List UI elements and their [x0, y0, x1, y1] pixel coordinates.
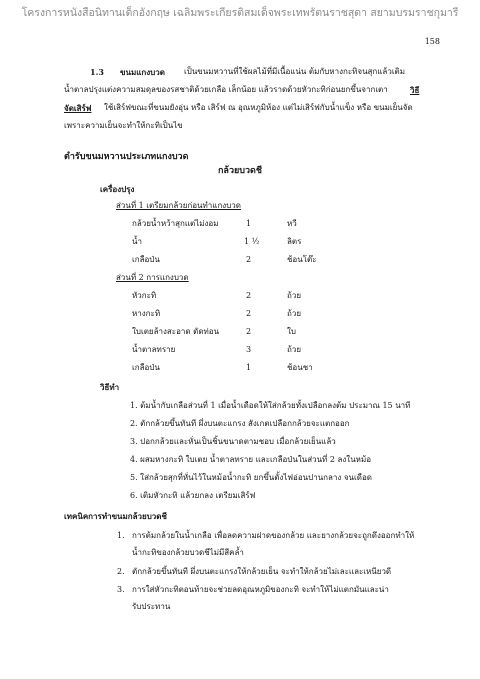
ingredient-name: กล้วยน้ำหว้าสุกแต่ไม่งอม — [132, 219, 219, 228]
method-step: 4. ผสมหางกะทิ ใบเตย น้ำตาลทราย และเกลือป่นในส่วนที่ 2 ลงในหม้อ — [130, 455, 372, 464]
ingredient-qty: 1 ½ — [244, 237, 260, 246]
ingredient-unit: หวี — [287, 219, 297, 228]
ingredient-name: น้ำ — [132, 237, 142, 246]
ingredient-unit: ช้อนโต๊ะ — [287, 255, 317, 264]
method-step: 3. ปอกกล้วยและหั่นเป็นชิ้นขนาดตามชอบ เมื่อกล้วยเย็นแล้ว — [130, 437, 336, 446]
ingredients-label: เครื่องปรุง — [100, 184, 135, 194]
method-step: 5. ใส่กล้วยสุกที่หั่นไว้ในหม้อน้ำกะทิ ยกขึ้นตั้งไฟอ่อนปานกลาง จนเดือด — [130, 473, 372, 482]
ingredient-qty: 2 — [246, 291, 252, 300]
recipe-title: กล้วยบวดชี — [217, 166, 262, 176]
ingredient-unit: ถ้วย — [287, 291, 302, 300]
ingredient-name: เกลือป่น — [132, 363, 160, 372]
tip-line: ตักกล้วยขึ้นทันที ผึ่งบนตะแกรงให้กล้วยเย็น จะทำให้กล้วยไม่เละและเหนียวดี — [132, 567, 392, 576]
ingredient-qty: 3 — [246, 345, 252, 354]
page-header: โครงการหนังสือนิทานเด็กอังกฤษ เฉลิมพระเกียรติสมเด็จพระเทพรัตนราชสุดา สยามบรมราชกุมารี — [21, 7, 459, 19]
intro-line-1: เป็นขนมหวานที่ใช้ผลไม้ที่มีเนื้อแน่น ต้มกับหางกะทิจนสุกแล้วเติม — [184, 67, 406, 76]
ingredient-name: เกลือป่น — [132, 255, 160, 264]
section-number: 1.3 — [90, 67, 104, 77]
ingredient-qty: 1 — [246, 219, 252, 228]
tip-number: 3. — [117, 585, 125, 594]
intro-serving-label: วิธี — [410, 85, 420, 95]
tip-line: รับประทาน — [132, 602, 171, 611]
intro-line-2: น้ำตาลปรุงแต่งความสมดุลของรสชาติด้วยเกลือ เล็กน้อย แล้วราดด้วยหัวกะทิก่อนยกขึ้นจากเตา — [64, 85, 388, 94]
ingredient-unit: ถ้วย — [287, 309, 302, 318]
tip-line: การต้มกล้วยในน้ำเกลือ เพื่อลดความฝาดของกล้วย และยางกล้วยจะถูกดึงออกทำให้ — [132, 531, 415, 540]
page-number: 158 — [424, 37, 440, 46]
method-label: วิธีทำ — [100, 382, 120, 392]
ingredient-unit: ถ้วย — [287, 345, 302, 354]
ingredient-unit: ช้อนชา — [287, 363, 313, 372]
tip-line: น้ำกะทิของกล้วยบวดชีไม่มีสีคล้ำ — [132, 548, 244, 557]
ingredient-unit: ลิตร — [287, 237, 302, 246]
method-step: 6. เติมหัวกะทิ แล้วยกลง เตรียมเสิร์ฟ — [130, 491, 256, 500]
ingredient-qty: 2 — [246, 255, 252, 264]
ingredient-name: หัวกะทิ — [132, 291, 157, 300]
intro-serving-label-cont: จัดเสิร์ฟ — [64, 103, 92, 113]
method-step: 2. ตักกล้วยขึ้นทันที ผึ่งบนตะแกรง สังเกตเปลือกกล้วยจะแตกออก — [130, 419, 350, 428]
ingredient-name: หางกะทิ — [132, 309, 161, 318]
tip-number: 1. — [117, 531, 125, 540]
intro-line-3: ใช้เสิร์ฟขณะที่ขนมยังอุ่น หรือ เสิร์ฟ ณ อุณหภูมิห้อง แต่ไม่เสิร์ฟกับน้ำแข็ง หรือ ขนมเย็นจัด — [104, 103, 413, 112]
part2-label: ส่วนที่ 2 การแกงบวด — [116, 273, 189, 282]
section-title: ขนมแกงบวด — [120, 67, 165, 77]
tip-line: การใส่หัวกะทิตอนท้ายจะช่วยลดอุณหภูมิของกะทิ จะทำให้ไม่แตกมันและน่า — [132, 585, 389, 594]
ingredient-name: น้ำตาลทราย — [132, 345, 176, 354]
recipe-heading: ตำรับขนมหวานประเภทแกงบวด — [64, 152, 189, 162]
method-step: 1. ต้มน้ำกับเกลือส่วนที่ 1 เมื่อน้ำเดือดให้ใส่กล้วยทั้งเปลือกลงต้ม ประมาณ 15 นาที — [130, 401, 411, 410]
ingredient-unit: ใบ — [287, 327, 296, 336]
intro-line-4: เพราะความเย็นจะทำให้กะทิเป็นไข — [64, 121, 183, 130]
ingredient-name: ใบเตยล้างสะอาด ตัดท่อน — [132, 327, 220, 336]
ingredient-qty: 2 — [246, 309, 252, 318]
ingredient-qty: 1 — [246, 363, 252, 372]
part1-label: ส่วนที่ 1 เตรียมกล้วยก่อนทำแกงบวด — [116, 201, 241, 210]
ingredient-qty: 2 — [246, 327, 252, 336]
tips-heading: เทคนิคการทำขนมกล้วยบวดชี — [64, 511, 167, 521]
tip-number: 2. — [117, 567, 125, 576]
